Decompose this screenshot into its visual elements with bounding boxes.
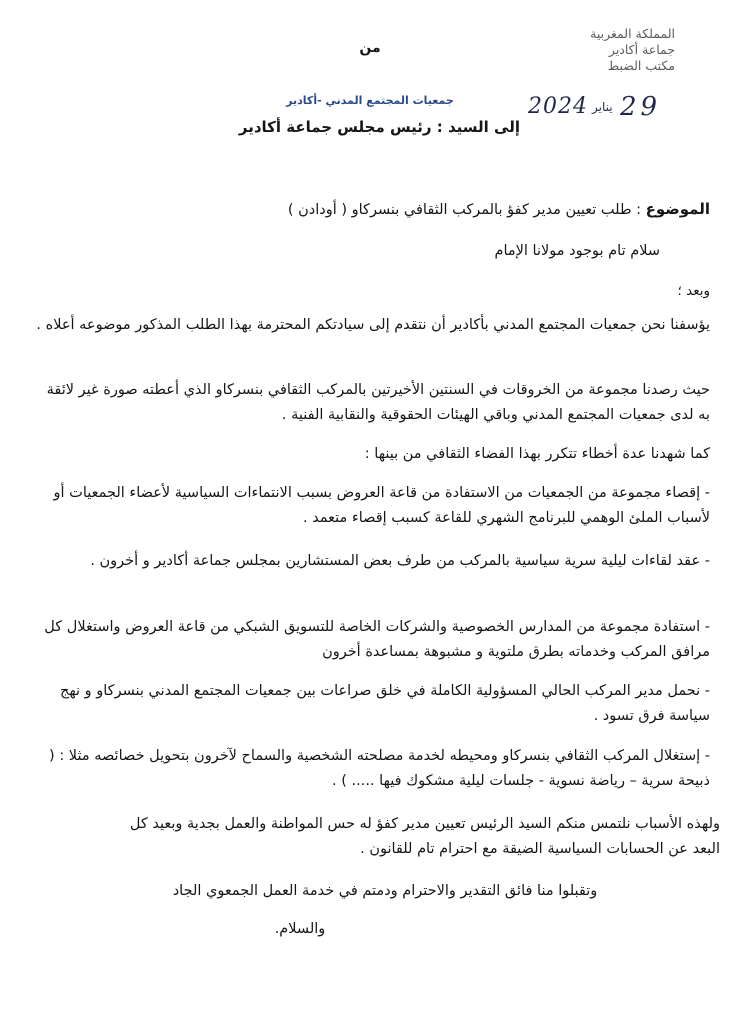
- closing-request: ولهذه الأسباب نلتمس منكم السيد الرئيس تعيين مدير كفؤ له حس المواطنة والعمل بجدية وبعيد كل البعد عن الحسابات السياسية الضيقة مع احترام تام للقانون .: [129, 816, 720, 857]
- stamp-date-day: 29: [620, 92, 662, 122]
- stamp-date: [520, 92, 660, 128]
- from-label: من: [359, 40, 381, 56]
- stamp-date-year: 2024: [528, 94, 588, 119]
- closing-salam: والسلام.: [274, 921, 326, 937]
- paragraph-intro: يؤسفنا نحن جمعيات المجتمع المدني بأكادير أن نتقدم إلى سيادتكم المحترمة بهذا الطلب المذكور موضوعه أعلاه .: [36, 317, 710, 333]
- wa-baad: وبعد ؛: [677, 283, 710, 299]
- bullet-secret-meetings: - عقد لقاءات ليلية سرية سياسية بالمركب من طرف بعض المستشارين بمجلس جماعة أكادير و أخرون .: [90, 553, 710, 569]
- recipient-line: إلى السيد : رئيس مجلس جماعة أكادير: [238, 118, 520, 136]
- closing-regards: وتقبلوا منا فائق التقدير والاحترام ودمتم في خدمة العمل الجمعوي الجاد: [172, 883, 598, 899]
- paragraph-errors-intro: كما شهدنا عدة أخطاء تتكرر بهذا الفضاء الثقافي من بينها :: [364, 446, 710, 462]
- registry-stamp: [525, 26, 675, 74]
- stamp-line-office: مكتب الضبط: [607, 58, 675, 73]
- subject-text: : طلب تعيين مدير كفؤ بالمركب الثقافي بنسركاو ( أودادن ): [287, 202, 641, 218]
- bullet-private-schools: - استفادة مجموعة من المدارس الخصوصية والشركات الخاصة للتسويق الشبكي من قاعة العروض واستغلال كل مرافق المركب وخدماته بطرق ملتوية و مشبوهة بمساعدة أخرون: [44, 619, 710, 660]
- subject-label: الموضوع: [645, 200, 710, 218]
- subject-line: [200, 200, 710, 218]
- stamp-line-commune: جماعة أكادير: [608, 42, 675, 57]
- association-name: جمعيات المجتمع المدني -أكادير: [286, 94, 454, 107]
- greeting: سلام تام بوجود مولانا الإمام: [494, 243, 660, 259]
- bullet-exclusion: - إقصاء مجموعة من الجمعيات من الاستفادة من قاعة العروض بسبب الانتماءات السياسية لأعضاء الجمعيات أو لأسباب الملئ الوهمي للبرنامج الشهري للقاعة كسبب إقصاء متعمد .: [53, 485, 710, 526]
- bullet-exploitation: - إستغلال المركب الثقافي بنسركاو ومحيطه لخدمة مصلحته الشخصية والسماح لآخرون بتحويل خصائصه مثلا : ( ذبيحة سرية – رياضة نسوية - جلسات ليلية مشكوك فيها ..... ) .: [49, 748, 710, 789]
- stamp-date-month: يناير: [592, 100, 613, 114]
- stamp-line-kingdom: المملكة المغربية: [590, 26, 675, 41]
- bullet-director-responsibility: - نحمل مدير المركب الحالي المسؤولية الكاملة في خلق صراعات بين جمعيات المجتمع المدني بنسركاو و نهج سياسة فرق تسود .: [59, 683, 710, 724]
- paragraph-violations: حيث رصدنا مجموعة من الخروقات في السنتين الأخيرتين بالمركب الثقافي بنسركاو الذي أعطته صورة غير لائقة به لدى جمعيات المجتمع المدني وباقي الهيئات الحقوقية والنقابية الفنية .: [46, 382, 710, 423]
